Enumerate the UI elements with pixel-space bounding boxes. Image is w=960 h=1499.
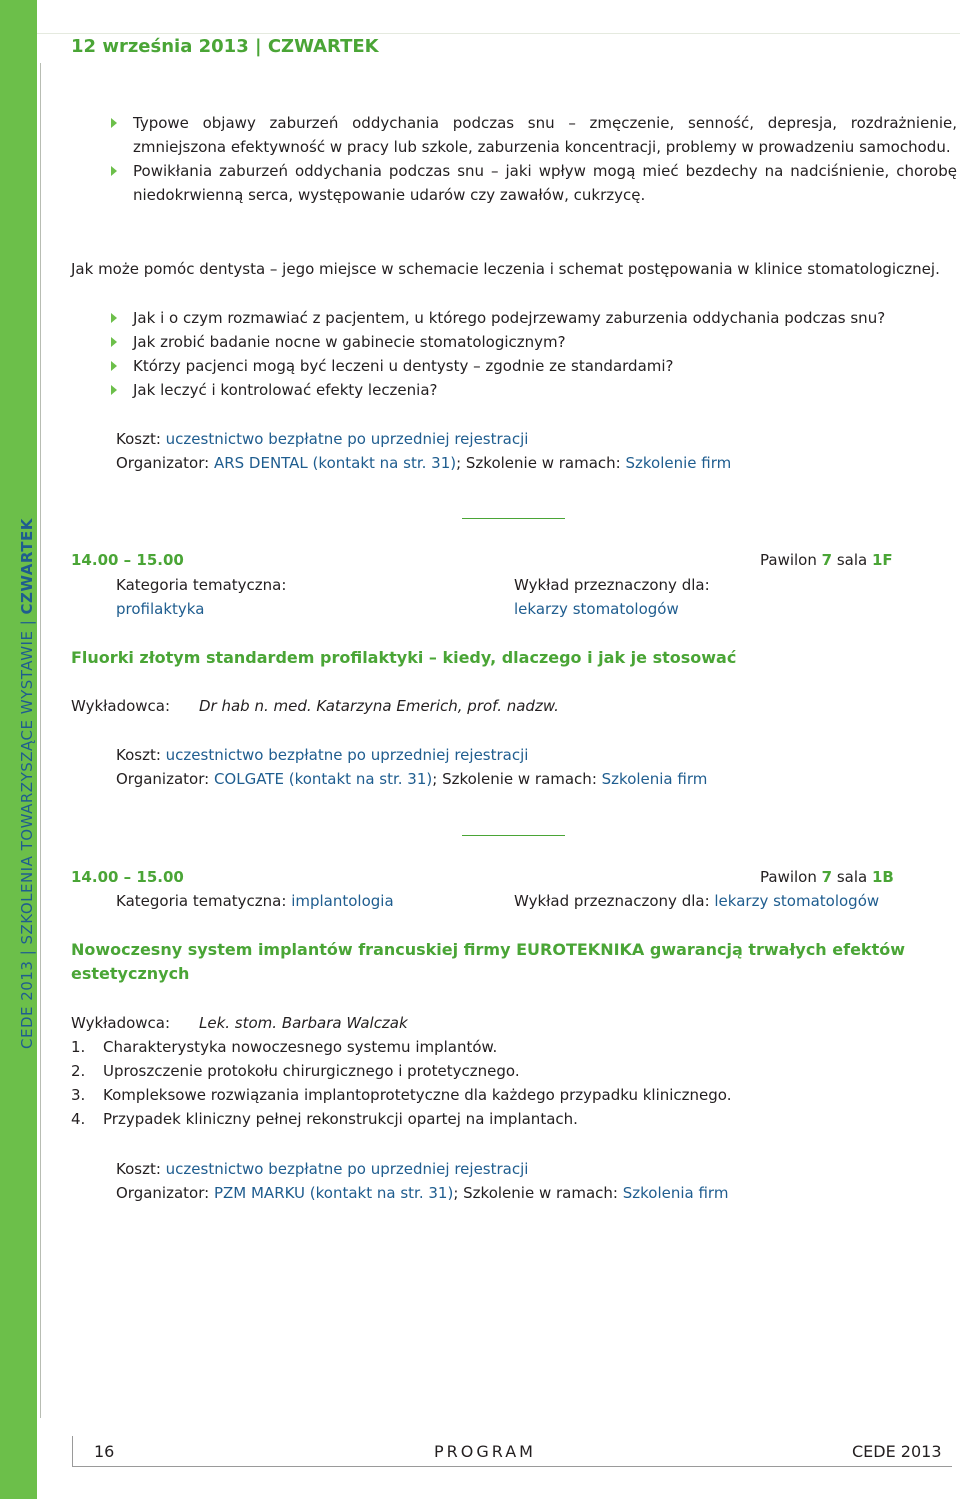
program-label: ; Szkolenie w ramach: — [456, 454, 626, 472]
list-item: Typowe objawy zaburzeń oddychania podczas snu – zmęczenie, senność, depresja, rozdrażnienie, zmniejszona efektywność w pracy lub szkole, zaburzenia koncentracji, problemy w prowadzeniu samochodu. — [71, 111, 957, 159]
pavilion-number: 7 — [821, 868, 833, 886]
dentist-bullets — [71, 306, 957, 402]
intro-bullets — [71, 111, 957, 207]
organizer-value[interactable]: COLGATE (kontakt na str. 31) — [213, 770, 433, 788]
lecturer-name: Dr hab n. med. Katarzyna Emerich, prof. nadzw. — [199, 697, 559, 715]
cost-line — [116, 1157, 946, 1181]
category-value: implantologia — [291, 892, 394, 910]
list-item — [71, 1035, 941, 1059]
program-label: ; Szkolenie w ramach: — [432, 770, 602, 788]
audience-value: lekarzy stomatologów — [714, 892, 880, 910]
dentist-paragraph: Jak może pomóc dentysta – jego miejsce w schemacie leczenia i schemat postępowania w klinice stomatologicznej. — [71, 260, 940, 278]
session3-audience — [514, 889, 879, 913]
cost-value: uczestnictwo bezpłatne po uprzedniej rejestracji — [165, 1160, 529, 1178]
session2-time: 14.00 – 15.00 — [71, 551, 184, 569]
list-item: Jak zrobić badanie nocne w gabinecie stomatologicznym? — [71, 330, 957, 354]
lecturer-label: Wykładowca: — [71, 1014, 171, 1032]
room-label: sala — [832, 868, 872, 886]
session2-audience — [514, 573, 710, 621]
location-label: Pawilon — [760, 551, 822, 569]
audience-label: Wykład przeznaczony dla: — [514, 576, 710, 594]
location-label: Pawilon — [760, 868, 822, 886]
category-label: Kategoria tematyczna: — [116, 892, 292, 910]
session3-topics — [71, 1035, 941, 1131]
room-number: 1F — [871, 551, 893, 569]
program-value: Szkolenia firm — [622, 1184, 729, 1202]
audience-label: Wykład przeznaczony dla: — [514, 892, 715, 910]
session3-lecturer — [71, 1011, 408, 1035]
list-item — [71, 1107, 941, 1131]
category-value: profilaktyka — [116, 600, 205, 618]
pavilion-number: 7 — [821, 551, 833, 569]
cost-label: Koszt: — [116, 746, 166, 764]
item-text: Przypadek kliniczny pełnej rekonstrukcji opartej na implantach. — [103, 1110, 578, 1128]
program-value: Szkolenia firm — [601, 770, 708, 788]
session3-category — [116, 889, 394, 913]
cost-line — [116, 427, 946, 451]
item-text: Charakterystyka nowoczesnego systemu implantów. — [103, 1038, 498, 1056]
footer-section: PROGRAM — [434, 1442, 536, 1461]
session1-info — [116, 427, 946, 475]
page-number: 16 — [94, 1442, 115, 1461]
session2-info — [116, 743, 946, 791]
item-number: 4. — [71, 1110, 86, 1128]
session3-info — [116, 1157, 946, 1205]
session3-title: Nowoczesny system implantów francuskiej firmy EUROTEKNIKA gwarancją trwałych efektów estetycznych — [71, 940, 905, 983]
list-item — [71, 1059, 941, 1083]
footer-rule-vertical — [72, 1436, 73, 1466]
organizer-line — [116, 767, 946, 791]
session3-time: 14.00 – 15.00 — [71, 868, 184, 886]
section-separator — [462, 835, 565, 836]
cost-label: Koszt: — [116, 430, 166, 448]
list-item — [71, 1083, 941, 1107]
item-text: Uproszczenie protokołu chirurgicznego i protetycznego. — [103, 1062, 520, 1080]
sidebar-band — [0, 0, 37, 1499]
lecturer-name: Lek. stom. Barbara Walczak — [199, 1014, 408, 1032]
footer-event: CEDE 2013 — [852, 1442, 942, 1461]
list-item: Powikłania zaburzeń oddychania podczas snu – jaki wpływ mogą mieć bezdechy na nadciśnienie, chorobę niedokrwienną serca, występowanie udarów czy zawałów, cukrzycę. — [71, 159, 957, 207]
room-label: sala — [832, 551, 872, 569]
cost-label: Koszt: — [116, 1160, 166, 1178]
cost-line — [116, 743, 946, 767]
organizer-label: Organizator: — [116, 1184, 214, 1202]
page-header-date: 12 września 2013 | CZWARTEK — [71, 36, 379, 57]
program-label: ; Szkolenie w ramach: — [453, 1184, 623, 1202]
cost-value: uczestnictwo bezpłatne po uprzedniej rejestracji — [165, 746, 529, 764]
item-number: 2. — [71, 1062, 86, 1080]
item-number: 3. — [71, 1086, 86, 1104]
content-divider — [40, 63, 41, 1418]
session2-category — [116, 573, 286, 621]
organizer-line — [116, 1181, 946, 1205]
organizer-label: Organizator: — [116, 454, 214, 472]
session3-location — [760, 865, 894, 889]
organizer-label: Organizator: — [116, 770, 214, 788]
item-number: 1. — [71, 1038, 86, 1056]
header-rule — [37, 33, 960, 34]
organizer-value[interactable]: PZM MARKU (kontakt na str. 31) — [213, 1184, 454, 1202]
audience-value: lekarzy stomatologów — [514, 600, 679, 618]
room-number: 1B — [871, 868, 894, 886]
section-separator — [462, 518, 565, 519]
item-text: Kompleksowe rozwiązania implantoprotetyczne dla każdego przypadku klinicznego. — [103, 1086, 732, 1104]
program-value: Szkolenie firm — [625, 454, 732, 472]
footer-rule-horizontal — [72, 1466, 952, 1467]
list-item: Jak i o czym rozmawiać z pacjentem, u którego podejrzewamy zaburzenia oddychania podczas snu? — [71, 306, 957, 330]
cost-value: uczestnictwo bezpłatne po uprzedniej rejestracji — [165, 430, 529, 448]
category-label: Kategoria tematyczna: — [116, 576, 287, 594]
sidebar-caption-regular: CEDE 2013 | SZKOLENIA TOWARZYSZĄCE WYSTAWIE | — [18, 614, 36, 1049]
session2-title: Fluorki złotym standardem profilaktyki – kiedy, dlaczego i jak je stosować — [71, 648, 737, 667]
session2-location — [760, 548, 893, 572]
list-item: Którzy pacjenci mogą być leczeni u dentysty – zgodnie ze standardami? — [71, 354, 957, 378]
sidebar-caption-bold: CZWARTEK — [18, 518, 36, 615]
sidebar-caption — [18, 518, 36, 1049]
lecturer-label: Wykładowca: — [71, 697, 171, 715]
organizer-line — [116, 451, 946, 475]
session2-lecturer — [71, 694, 559, 718]
organizer-value[interactable]: ARS DENTAL (kontakt na str. 31) — [213, 454, 457, 472]
list-item: Jak leczyć i kontrolować efekty leczenia? — [71, 378, 957, 402]
